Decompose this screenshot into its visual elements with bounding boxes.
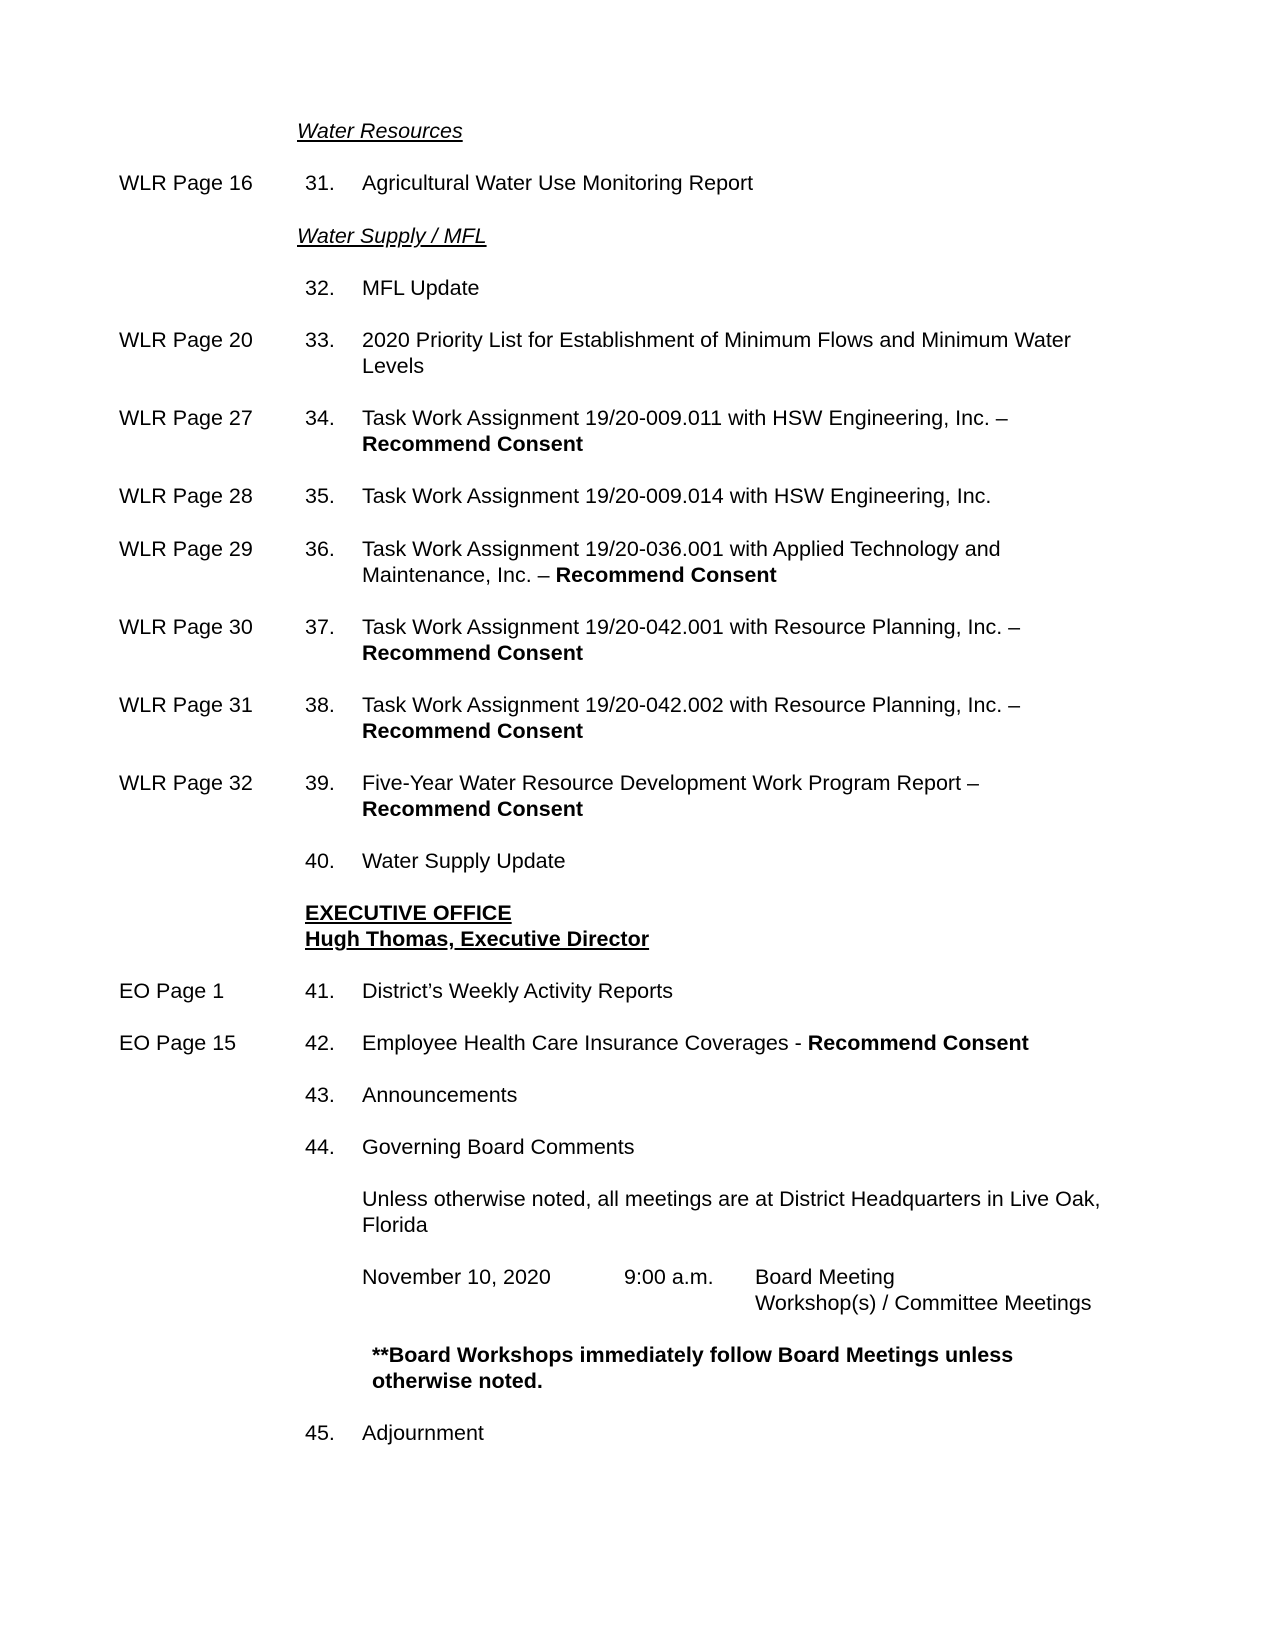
item-number: 39. xyxy=(305,771,335,795)
item-text xyxy=(362,692,1082,744)
item-number: 42. xyxy=(305,1031,335,1055)
item-number: 43. xyxy=(305,1083,335,1107)
item-description: Announcements xyxy=(362,1083,518,1107)
item-description: Task Work Assignment 19/20-042.001 with Resource Planning, Inc. – xyxy=(362,615,1021,639)
item-number: 45. xyxy=(305,1421,335,1445)
item-recommendation: Recommend Consent xyxy=(362,719,584,743)
page-reference: WLR Page 30 xyxy=(119,615,253,639)
item-number: 34. xyxy=(305,406,335,430)
item-recommendation: Recommend Consent xyxy=(555,563,777,587)
page-reference: WLR Page 28 xyxy=(119,484,253,508)
section-heading-water-supply-mfl: Water Supply / MFL xyxy=(297,224,487,248)
meeting-event: Board Meeting xyxy=(755,1265,895,1289)
page-reference: WLR Page 29 xyxy=(119,537,253,561)
item-description: Task Work Assignment 19/20-042.002 with Resource Planning, Inc. – xyxy=(362,693,1021,717)
meetings-location-note: Unless otherwise noted, all meetings are at District Headquarters in Live Oak, Florida xyxy=(362,1187,1101,1237)
item-recommendation: Recommend Consent xyxy=(807,1031,1029,1055)
meeting-date: November 10, 2020 xyxy=(362,1265,551,1289)
item-text xyxy=(362,1082,1162,1108)
item-number: 40. xyxy=(305,849,335,873)
item-description: Task Work Assignment 19/20-036.001 with Applied Technology and Maintenance, Inc. – xyxy=(362,537,1001,587)
item-number: 36. xyxy=(305,537,335,561)
item-recommendation: Recommend Consent xyxy=(362,641,584,665)
item-text xyxy=(362,275,1162,301)
page-reference: WLR Page 20 xyxy=(119,328,253,352)
item-text xyxy=(362,770,1062,822)
item-description: District’s Weekly Activity Reports xyxy=(362,979,674,1003)
item-description: Water Supply Update xyxy=(362,849,566,873)
item-description: Task Work Assignment 19/20-009.011 with HSW Engineering, Inc. – xyxy=(362,406,1008,430)
item-text xyxy=(362,1030,1162,1056)
page-reference: EO Page 15 xyxy=(119,1031,237,1055)
item-text xyxy=(362,536,1077,588)
meeting-time: 9:00 a.m. xyxy=(624,1265,714,1289)
item-number: 37. xyxy=(305,615,335,639)
page-reference: WLR Page 27 xyxy=(119,406,253,430)
executive-director-name: Hugh Thomas, Executive Director xyxy=(305,927,650,951)
meeting-schedule-row xyxy=(362,1264,1162,1316)
section-heading-water-resources: Water Resources xyxy=(297,119,463,143)
item-number: 44. xyxy=(305,1135,335,1159)
item-text xyxy=(362,848,1162,874)
item-text xyxy=(362,483,1162,509)
executive-office-title: EXECUTIVE OFFICE xyxy=(305,901,512,925)
item-description: Adjournment xyxy=(362,1421,484,1445)
meeting-event-secondary: Workshop(s) / Committee Meetings xyxy=(755,1291,1092,1315)
workshop-note: **Board Workshops immediately follow Board Meetings unless otherwise noted. xyxy=(372,1343,1014,1393)
item-number: 31. xyxy=(305,171,335,195)
item-description: MFL Update xyxy=(362,276,480,300)
item-number: 32. xyxy=(305,276,335,300)
item-description: Task Work Assignment 19/20-009.014 with HSW Engineering, Inc. xyxy=(362,484,992,508)
item-recommendation: Recommend Consent xyxy=(362,797,584,821)
item-text xyxy=(362,614,1082,666)
item-description: Governing Board Comments xyxy=(362,1135,635,1159)
item-text xyxy=(362,1134,1162,1160)
item-text xyxy=(362,170,1162,196)
item-description: 2020 Priority List for Establishment of Minimum Flows and Minimum Water Levels xyxy=(362,328,1071,378)
item-text xyxy=(362,1420,1162,1446)
item-description: Five-Year Water Resource Development Work Program Report – xyxy=(362,771,979,795)
item-number: 41. xyxy=(305,979,335,1003)
page-reference: EO Page 1 xyxy=(119,979,225,1003)
item-description: Employee Health Care Insurance Coverages - xyxy=(362,1031,808,1055)
page-reference: WLR Page 31 xyxy=(119,693,253,717)
item-description: Agricultural Water Use Monitoring Report xyxy=(362,171,754,195)
page-reference: WLR Page 16 xyxy=(119,171,253,195)
item-number: 33. xyxy=(305,328,335,352)
item-recommendation: Recommend Consent xyxy=(362,432,584,456)
item-number: 35. xyxy=(305,484,335,508)
item-number: 38. xyxy=(305,693,335,717)
item-text xyxy=(362,978,1162,1004)
page-reference: WLR Page 32 xyxy=(119,771,253,795)
item-text xyxy=(362,327,1132,379)
section-heading-executive-office xyxy=(305,900,649,952)
item-text xyxy=(362,405,1082,457)
